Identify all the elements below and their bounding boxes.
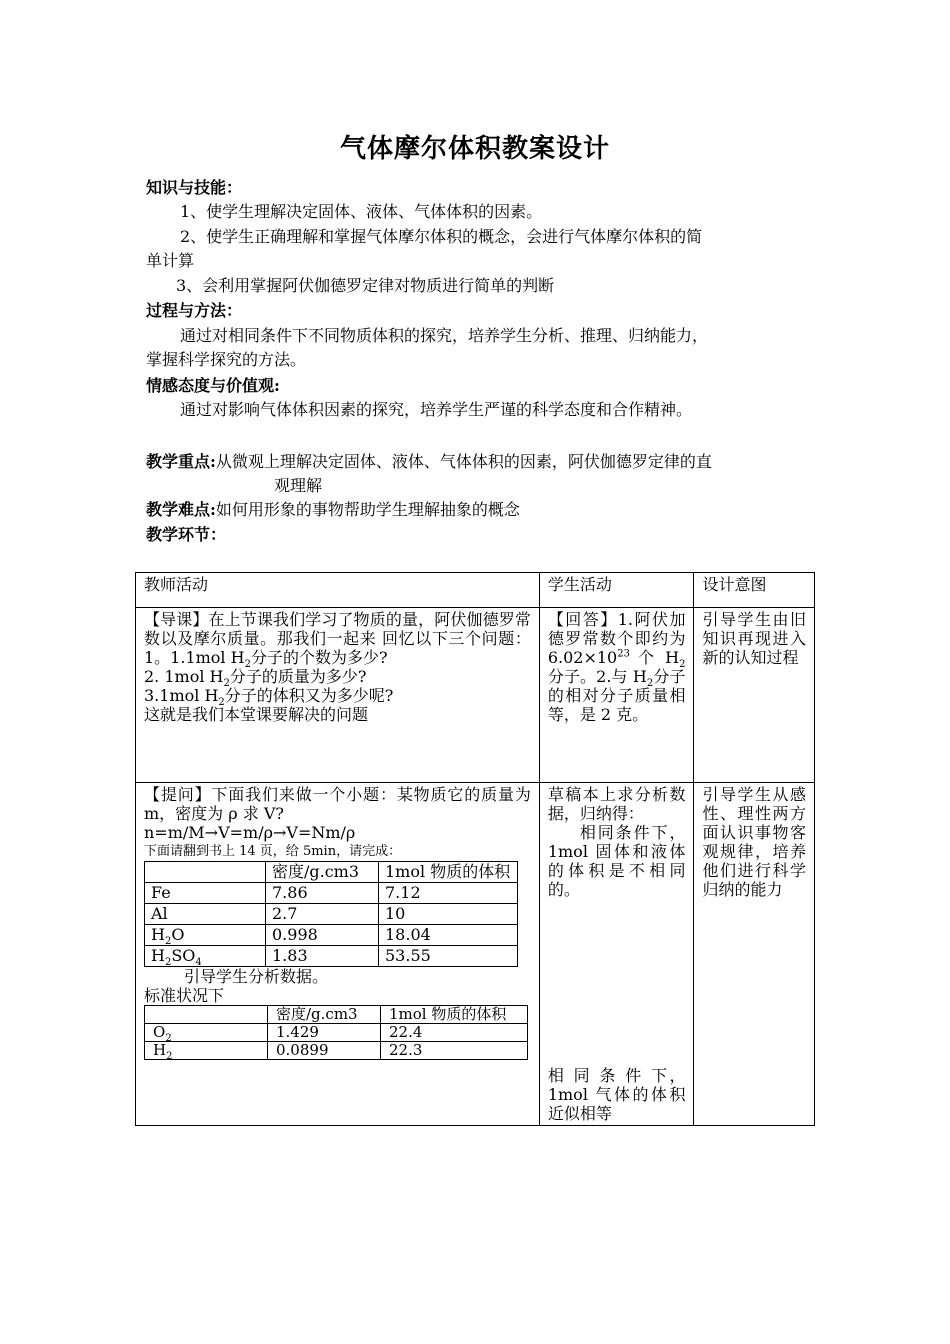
density-row-h2o: $H_2O$ 0.998 18.04 bbox=[145, 925, 518, 946]
teaching-focus-text: 从微观上理解决定固体、液体、气体体积的因素，阿伏伽德罗定律的直 bbox=[215, 452, 712, 471]
teaching-difficulty-label: 教学难点: bbox=[146, 500, 216, 519]
density-row-al: Al 2.7 10 bbox=[145, 904, 518, 925]
process-heading: 过程与方法： bbox=[146, 301, 243, 320]
table-row bbox=[136, 608, 815, 783]
knowledge-heading: 知识与技能： bbox=[146, 178, 243, 197]
header-intent: 设计意图 bbox=[694, 573, 815, 608]
formula-h2o: $H_2O$ bbox=[145, 925, 266, 946]
student-activity-1: 【回答】1.阿伏加德罗常数个即约为 $6.02\times 10^{23}$ 个 $H_2$分子。2.与 $H_2$分子的相对分子质量相等，是 2 克。 bbox=[539, 608, 694, 783]
teacher-activity-2: 【提问】下面我们来做一个小题：某物质它的质量为 m，密度为 ρ 求 V? n=m/M→V=m/ρ→V=Nm/ρ 下面请翻到书上 14 页，给 5min，请完成： 密度/g.cm3 1mol 物质的体积 Fe 7.86 7.12 Al 2.7 10 $H_2O$ 0.998 18.04 $H_2SO_4$ 1.83 53.55 引导学生分析数据。 标准状况下 密度/g.cm3 1mol 物质的体积 $O_2$ 1.429 22.4 $H_2$ 0.0899 22.3 bbox=[136, 783, 540, 1126]
teaching-difficulty bbox=[146, 498, 814, 522]
header-student: 学生活动 bbox=[539, 573, 694, 608]
formula-h2: $H_2$ bbox=[145, 1042, 268, 1060]
attitude-heading: 情感态度与价值观: bbox=[146, 376, 280, 395]
knowledge-item-3: 3、会利用掌握阿伏伽德罗定律对物质进行简单的判断 bbox=[176, 276, 555, 295]
teaching-steps-label: 教学环节： bbox=[146, 525, 227, 544]
attitude-text: 通过对影响气体体积因素的探究，培养学生严谨的科学态度和合作精神。 bbox=[180, 400, 693, 419]
teaching-difficulty-text: 如何用形象的事物帮助学生理解抽象的概念 bbox=[215, 500, 520, 519]
table-row bbox=[136, 783, 815, 1126]
lesson-table bbox=[135, 572, 815, 1126]
teaching-focus-cont: 观理解 bbox=[274, 476, 323, 495]
header-teacher: 教师活动 bbox=[136, 573, 540, 608]
gas-row-o2: $O_2$ 1.429 22.4 bbox=[145, 1024, 528, 1042]
design-intent-1: 引导学生由旧知识再现进入新的认知过程 bbox=[694, 608, 815, 783]
knowledge-item-2-cont: 单计算 bbox=[146, 251, 195, 270]
table-header-row bbox=[136, 573, 815, 608]
formula-h2so4: $H_2SO_4$ bbox=[145, 946, 266, 967]
gas-row-h2: $H_2$ 0.0899 22.3 bbox=[145, 1042, 528, 1060]
knowledge-item-1: 1、使学生理解决定固体、液体、气体体积的因素。 bbox=[180, 202, 543, 221]
density-table: 密度/g.cm3 1mol 物质的体积 Fe 7.86 7.12 Al 2.7 10 $H_2O$ 0.998 18.04 $H_2SO_4$ 1.83 53.55 bbox=[144, 861, 518, 967]
student-activity-2: 草稿本上求分析数据，归纳得： 相同条件下，1mol 固体和液体的体积是不相同的。 相 同 条 件 下，1mol 气体的体积近似相等 bbox=[539, 783, 694, 1126]
design-intent-2: 引导学生从感性、理性两方面认识事物客观规律，培养他们进行科学归纳的能力 bbox=[694, 783, 815, 1126]
teaching-focus-label: 教学重点: bbox=[146, 452, 216, 471]
process-text: 通过对相同条件下不同物质体积的探究，培养学生分析、推理、归纳能力， bbox=[180, 326, 709, 345]
process-text-cont: 掌握科学探究的方法。 bbox=[146, 350, 307, 369]
density-row-fe: Fe 7.86 7.12 bbox=[145, 883, 518, 904]
formula-o2: $O_2$ bbox=[145, 1024, 268, 1042]
teacher-activity-1: 【导课】在上节课我们学习了物质的量，阿伏伽德罗常数以及摩尔质量。那我们一起来 回忆以下三个问题：1。1.1mol $H_2$分子的个数为多少? 2. 1mol $H_2$分子的质量为多少? 3.1mol $H_2$分子的体积又为多少呢? 这就是我们本堂课要解决的问题 bbox=[136, 608, 540, 783]
density-row-h2so4: $H_2SO_4$ 1.83 53.55 bbox=[145, 946, 518, 967]
document-title: 气体摩尔体积教案设计 bbox=[339, 134, 610, 164]
knowledge-item-2: 2、使学生正确理解和掌握气体摩尔体积的概念，会进行气体摩尔体积的简 bbox=[180, 227, 703, 246]
teaching-focus bbox=[146, 450, 814, 474]
gas-table: 密度/g.cm3 1mol 物质的体积 $O_2$ 1.429 22.4 $H_2$ 0.0899 22.3 bbox=[144, 1005, 528, 1060]
